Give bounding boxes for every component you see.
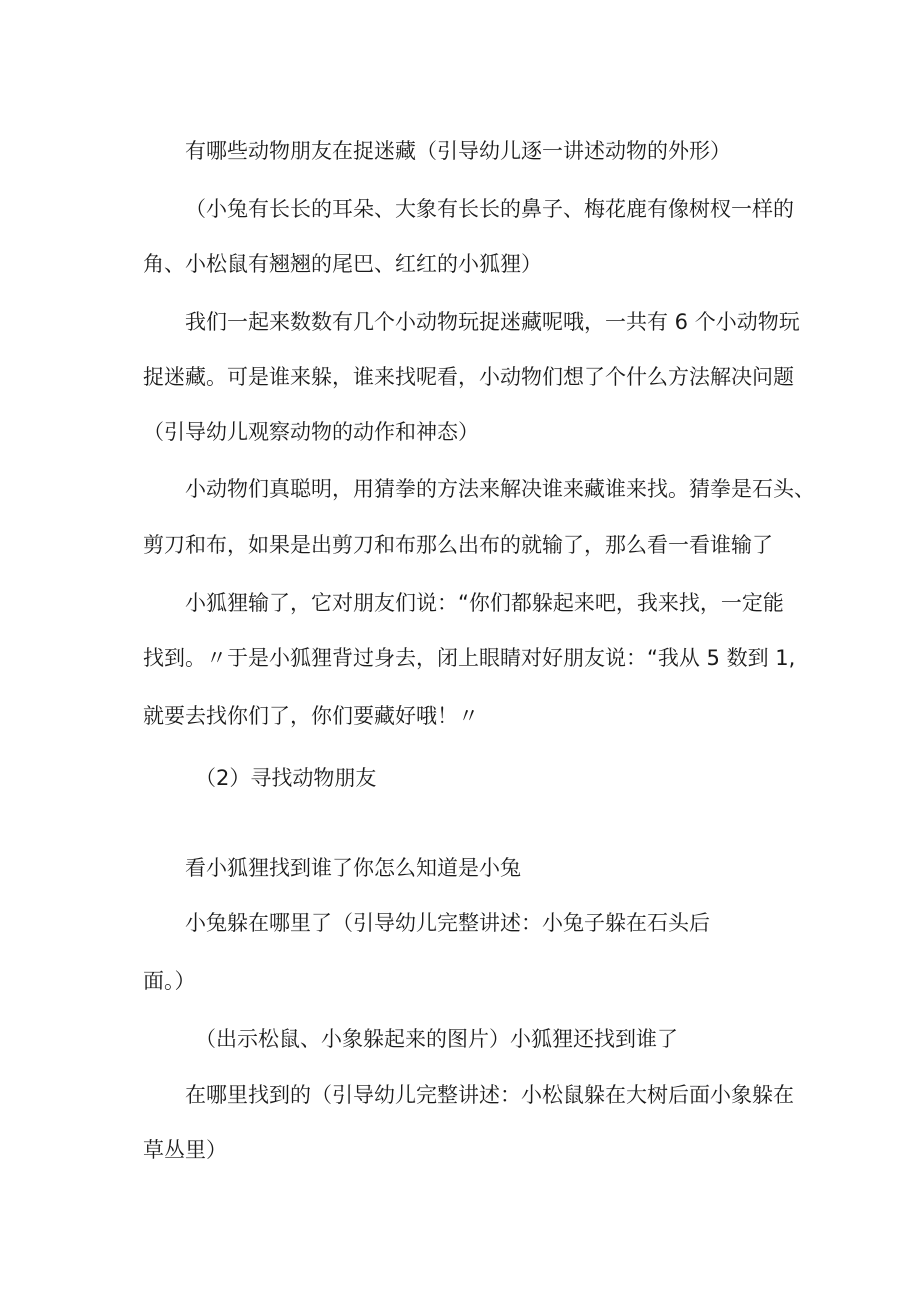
text-line-5: 捉迷藏。可是谁来躲，谁来找呢看，小动物们想了个什么方法解决问题 <box>143 365 794 389</box>
text-line-6: （引导幼儿观察动物的动作和神态） <box>143 420 479 444</box>
text-line-8: 剪刀和布，如果是出剪刀和布那么出布的就输了，那么看一看谁输了 <box>143 533 773 557</box>
text-line-1: 有哪些动物朋友在捉迷藏（引导幼儿逐一讲述动物的外形） <box>185 139 731 163</box>
text-line-4: 我们一起来数数有几个小动物玩捉迷藏呢哦，一共有 6 个小动物玩 <box>185 310 800 334</box>
text-line-14: 小兔躲在哪里了（引导幼儿完整讲述：小兔子躲在石头后 <box>185 911 710 935</box>
text-line-18: 草丛里） <box>143 1138 227 1162</box>
text-line-2: （小兔有长长的耳朵、大象有长长的鼻子、梅花鹿有像树杈一样的 <box>185 197 794 221</box>
text-line-7: 小动物们真聪明，用猜拳的方法来解决谁来藏谁来找。猜拳是石头、 <box>185 477 815 501</box>
text-line-3: 角、小松鼠有翘翘的尾巴、红红的小狐狸） <box>143 252 542 276</box>
text-line-11: 就要去找你们了，你们要藏好哦！〃 <box>143 704 479 728</box>
text-line-10: 找到。〃于是小狐狸背过身去，闭上眼睛对好朋友说：“我从 5 数到 1, <box>143 646 796 670</box>
text-line-9: 小狐狸输了，它对朋友们说：“你们都躲起来吧，我来找，一定能 <box>185 591 784 615</box>
text-line-17: 在哪里找到的（引导幼儿完整讲述：小松鼠躲在大树后面小象躲在 <box>185 1083 794 1107</box>
text-line-15: 面。） <box>143 969 196 993</box>
section-heading: （2）寻找动物朋友 <box>195 766 377 790</box>
text-line-13: 看小狐狸找到谁了你怎么知道是小兔 <box>185 856 521 880</box>
text-line-16: （出示松鼠、小象躲起来的图片）小狐狸还找到谁了 <box>195 1027 678 1051</box>
